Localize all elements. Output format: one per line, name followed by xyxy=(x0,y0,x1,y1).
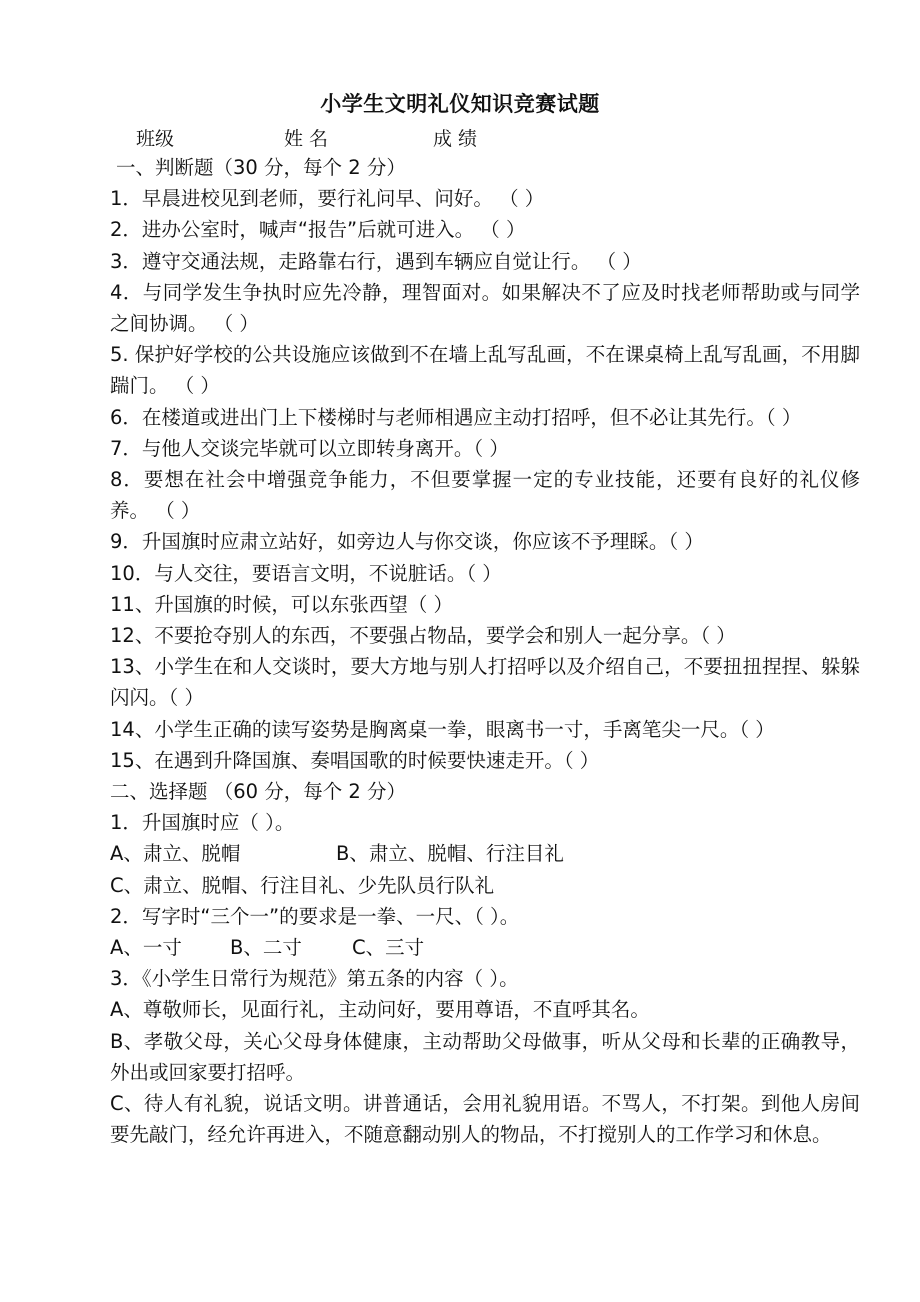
choice-question-2: 2．写字时“三个一”的要求是一拳、一尺、（ ）。 xyxy=(110,904,520,928)
question-item: 7．与他人交谈完毕就可以立即转身离开。（ ） xyxy=(110,436,509,460)
option-a: A、肃立、脱帽 xyxy=(110,842,241,866)
question-item: 6．在楼道或进出门上下楼梯时与老师相遇应主动打招呼，但不必让其先行。（ ） xyxy=(110,405,802,429)
choice-question-3: 3．《小学生日常行为规范》第五条的内容（ ）。 xyxy=(110,967,519,991)
question-item: 11、升国旗的时候，可以东张西望（ ） xyxy=(110,592,454,616)
name-label: 姓 名 xyxy=(284,128,329,150)
question-item: 10．与人交往，要语言文明，不说脏话。（ ） xyxy=(110,561,502,585)
question-item: 5. 保护好学校的公共设施应该做到不在墙上乱写乱画，不在课桌椅上乱写乱画，不用脚踹门。 （ ） xyxy=(110,343,860,398)
option-b: B、二寸 xyxy=(230,936,302,960)
question-item: 13、小学生在和人交谈时，要大方地与别人打招呼以及介绍自己，不要扭扭捏捏、躲躲闪闪。（ ） xyxy=(110,655,860,710)
choice-options-row xyxy=(110,932,860,963)
class-label: 班级 xyxy=(136,128,175,150)
question-item: 1．早晨进校见到老师，要行礼问早、问好。 （ ） xyxy=(110,187,545,211)
choice-question-1: 1．升国旗时应（ ）。 xyxy=(110,811,295,835)
section-heading-judgement: 一、判断题（30 分，每个 2 分） xyxy=(116,156,406,179)
question-item: 15、在遇到升降国旗、奏唱国歌的时候要快速走开。（ ） xyxy=(110,748,600,772)
question-item: 8．要想在社会中增强竞争能力，不但要掌握一定的专业技能，还要有良好的礼仪修养。 （ ） xyxy=(110,468,860,523)
option-c: C、三寸 xyxy=(352,936,425,960)
question-item: 2．进办公室时，喊声“报告”后就可进入。 （ ） xyxy=(110,218,526,242)
exam-content xyxy=(110,152,860,1151)
option-a: A、尊敬师长，见面行礼，主动问好，要用尊语，不直呼其名。 xyxy=(110,998,650,1022)
question-item: 14、小学生正确的读写姿势是胸离桌一拳，眼离书一寸，手离笔尖一尺。（ ） xyxy=(110,717,775,741)
choice-options-row xyxy=(110,838,860,869)
question-item: 4．与同学发生争执时应先冷静，理智面对。如果解决不了应及时找老师帮助或与同学之间协调。 （ ） xyxy=(110,280,860,336)
option-c: C、肃立、脱帽、行注目礼、少先队员行队礼 xyxy=(110,873,495,897)
option-a: A、一寸 xyxy=(110,936,182,960)
option-b: B、孝敬父母，关心父母身体健康，主动帮助父母做事，听从父母和长辈的正确教导，外出或回家要打招呼。 xyxy=(110,1029,860,1084)
question-item: 12、不要抢夺别人的东西，不要强占物品，要学会和别人一起分享。（ ） xyxy=(110,624,736,648)
option-c: C、待人有礼貌，说话文明。讲普通话，会用礼貌用语。不骂人，不打架。到他人房间要先敲门，经允许再进入，不随意翻动别人的物品，不打搅别人的工作学习和休息。 xyxy=(110,1092,860,1147)
option-b: B、肃立、脱帽、行注目礼 xyxy=(336,842,564,866)
score-label: 成 绩 xyxy=(433,128,478,150)
page-title: 小学生文明礼仪知识竞赛试题 xyxy=(320,92,600,116)
question-item: 3．遵守交通法规，走路靠右行，遇到车辆应自觉让行。 （ ） xyxy=(110,249,642,273)
question-item: 9．升国旗时应肃立站好，如旁边人与你交谈，你应该不予理睬。（ ） xyxy=(110,530,704,554)
section-heading-choice: 二、选择题 （60 分，每个 2 分） xyxy=(110,780,407,804)
